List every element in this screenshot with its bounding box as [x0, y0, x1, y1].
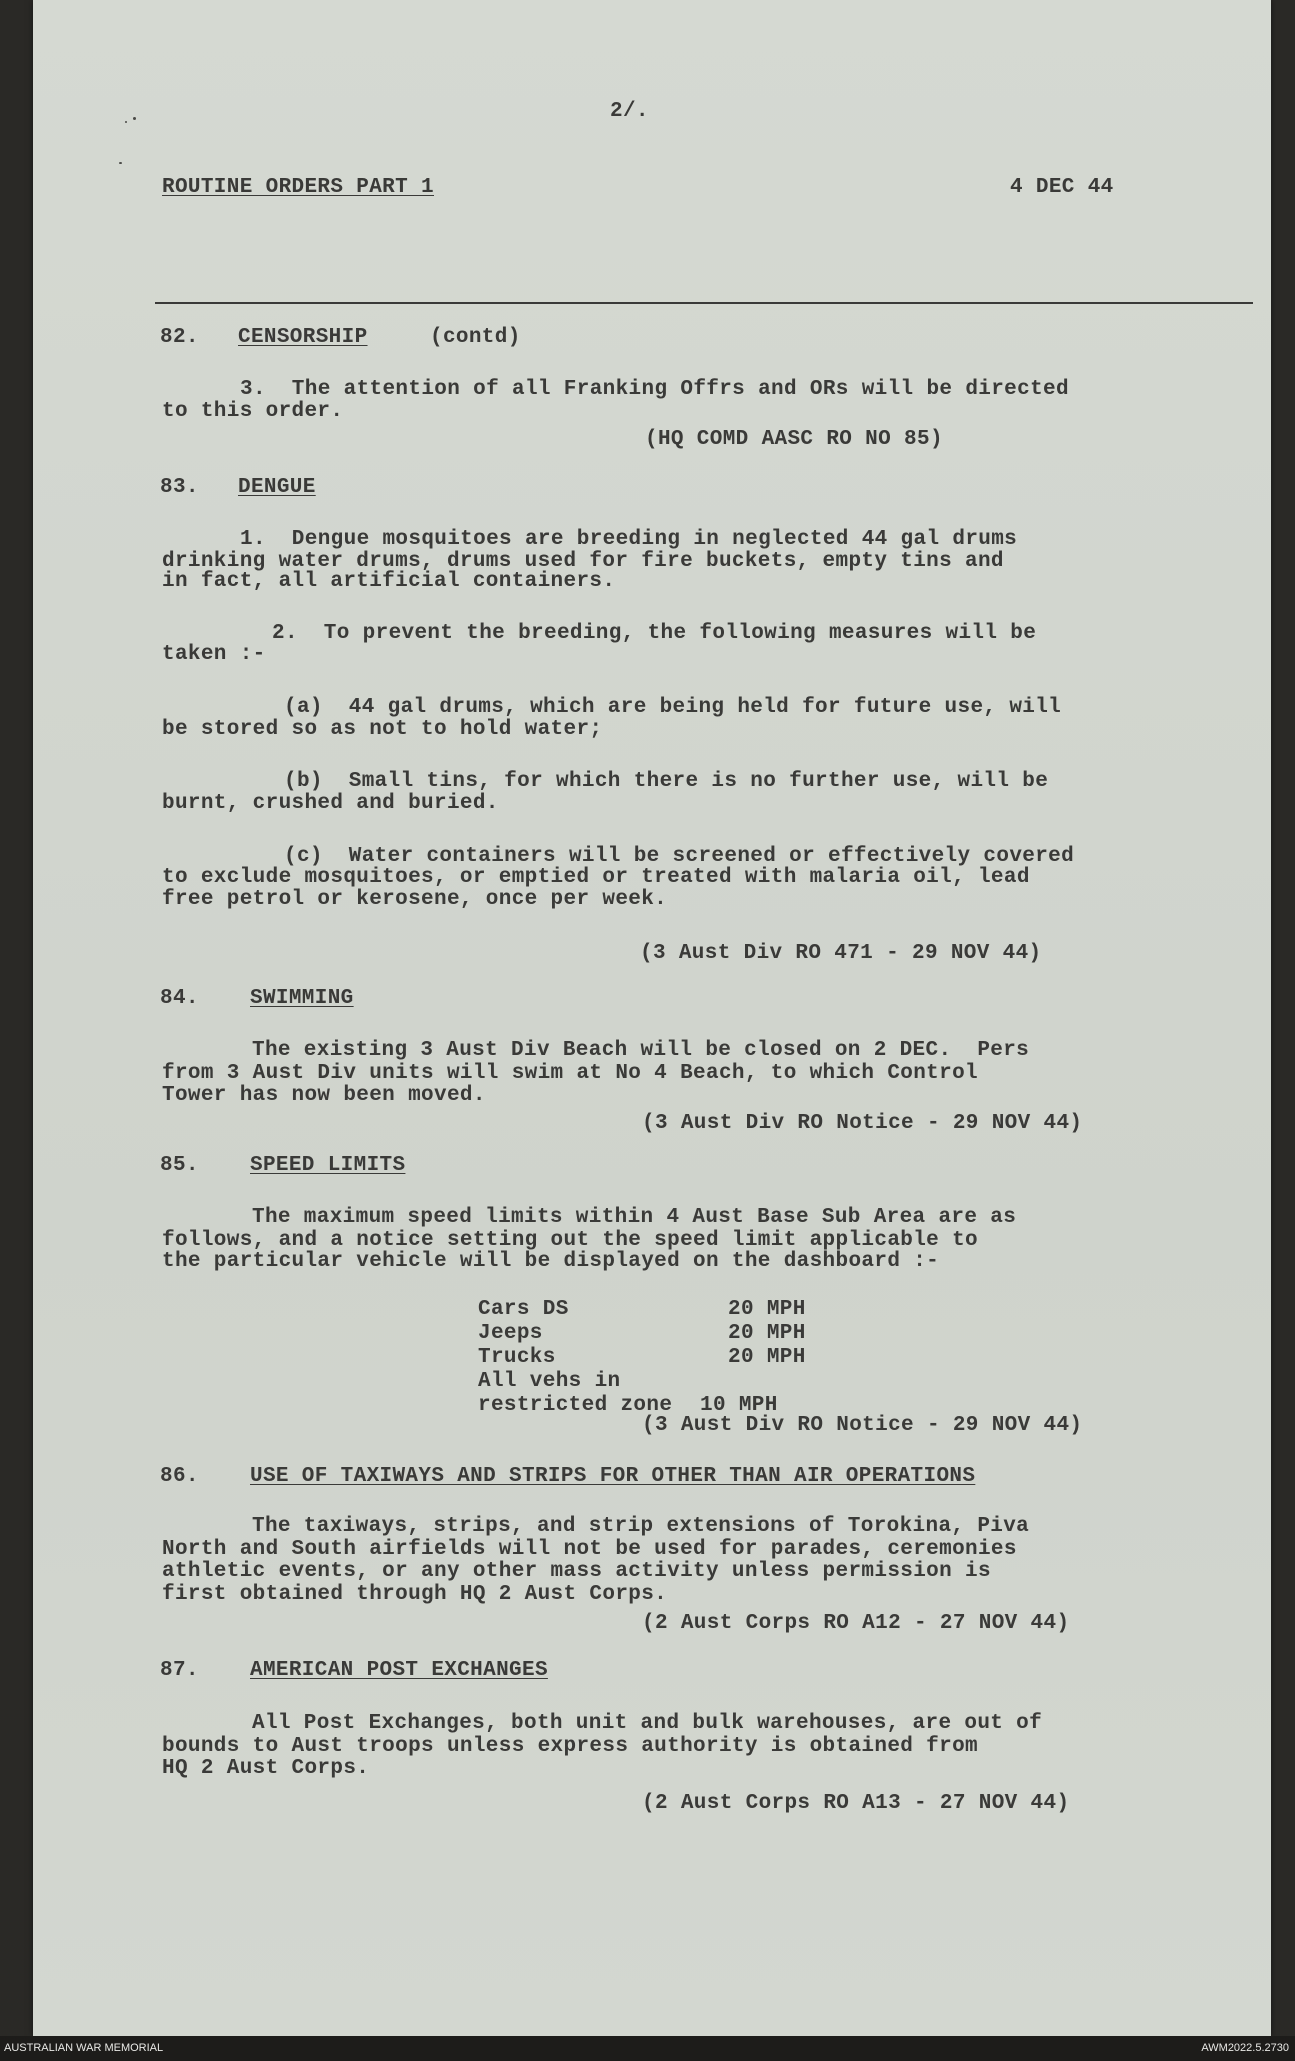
section-reference: (HQ COMD AASC RO NO 85): [645, 428, 943, 451]
section-suffix: (contd): [430, 326, 521, 349]
paragraph-line: 3. The attention of all Franking Offrs and ORs will be directed: [240, 378, 1069, 401]
section-title: AMERICAN POST EXCHANGES: [250, 1659, 548, 1682]
section-reference: (3 Aust Div RO Notice - 29 NOV 44): [642, 1414, 1083, 1437]
section-title: SPEED LIMITS: [250, 1154, 406, 1177]
section-reference: (2 Aust Corps RO A12 - 27 NOV 44): [642, 1612, 1070, 1635]
ink-speck: [119, 162, 122, 164]
paragraph-line: (a) 44 gal drums, which are being held for future use, will: [284, 696, 1062, 719]
speed-limit-vehicle: Trucks: [478, 1346, 556, 1369]
speed-limit-value: 10 MPH: [700, 1394, 778, 1417]
archive-name: AUSTRALIAN WAR MEMORIAL: [4, 2042, 164, 2054]
paragraph-line: taken :-: [162, 643, 266, 666]
paragraph-line: The taxiways, strips, and strip extensions of Torokina, Piva: [252, 1515, 1030, 1538]
speed-limit-vehicle: restricted zone: [478, 1394, 673, 1417]
speed-limit-vehicle: Cars DS: [478, 1298, 569, 1321]
ink-speck: [133, 117, 136, 120]
section-number: 84.: [160, 987, 199, 1010]
paragraph-line: in fact, all artificial containers.: [162, 570, 616, 593]
section-number: 85.: [160, 1154, 199, 1177]
speed-limit-value: 20 MPH: [728, 1346, 806, 1369]
paragraph-line: The existing 3 Aust Div Beach will be closed on 2 DEC. Pers: [252, 1039, 1030, 1062]
header-date: 4 DEC 44: [1010, 176, 1114, 199]
section-reference: (3 Aust Div RO Notice - 29 NOV 44): [642, 1112, 1083, 1135]
header-title: ROUTINE ORDERS PART 1: [162, 176, 434, 199]
archive-footer-bar: [0, 2036, 1295, 2061]
section-number: 87.: [160, 1659, 199, 1682]
paragraph-line: All Post Exchanges, both unit and bulk warehouses, are out of: [252, 1712, 1043, 1735]
paragraph-line: 1. Dengue mosquitoes are breeding in neglected 44 gal drums: [240, 528, 1018, 551]
paragraph-line: the particular vehicle will be displayed on the dashboard :-: [162, 1250, 940, 1273]
paragraph-line: bounds to Aust troops unless express authority is obtained from: [162, 1735, 978, 1758]
paragraph-line: to exclude mosquitoes, or emptied or treated with malaria oil, lead: [162, 866, 1030, 889]
section-title: CENSORSHIP: [238, 326, 368, 349]
section-number: 86.: [160, 1465, 199, 1488]
paragraph-line: free petrol or kerosene, once per week.: [162, 888, 668, 911]
section-title: SWIMMING: [250, 987, 354, 1010]
section-reference: (2 Aust Corps RO A13 - 27 NOV 44): [642, 1792, 1070, 1815]
paragraph-line: follows, and a notice setting out the speed limit applicable to: [162, 1229, 978, 1252]
speed-limit-value: 20 MPH: [728, 1322, 806, 1345]
paragraph-line: be stored so as not to hold water;: [162, 718, 603, 741]
section-title: USE OF TAXIWAYS AND STRIPS FOR OTHER THAN AIR OPERATIONS: [250, 1465, 976, 1488]
page-number: 2/.: [610, 100, 649, 123]
paragraph-line: (b) Small tins, for which there is no further use, will be: [284, 770, 1049, 793]
archive-reference: AWM2022.5.2730: [1201, 2042, 1289, 2054]
paragraph-line: athletic events, or any other mass activity unless permission is: [162, 1560, 991, 1583]
paragraph-line: from 3 Aust Div units will swim at No 4 Beach, to which Control: [162, 1062, 978, 1085]
paragraph-line: Tower has now been moved.: [162, 1084, 486, 1107]
paragraph-line: drinking water drums, drums used for fire buckets, empty tins and: [162, 550, 1004, 573]
paragraph-line: first obtained through HQ 2 Aust Corps.: [162, 1583, 668, 1606]
speed-limit-vehicle: All vehs in: [478, 1370, 621, 1393]
paragraph-line: North and South airfields will not be used for parades, ceremonies: [162, 1538, 1017, 1561]
paragraph-line: to this order.: [162, 400, 344, 423]
paragraph-line: burnt, crushed and buried.: [162, 792, 499, 815]
section-title: DENGUE: [238, 476, 316, 499]
header-rule: [155, 302, 1253, 304]
section-reference: (3 Aust Div RO 471 - 29 NOV 44): [640, 942, 1042, 965]
paragraph-line: The maximum speed limits within 4 Aust Base Sub Area are as: [252, 1206, 1017, 1229]
paragraph-line: (c) Water containers will be screened or effectively covered: [284, 845, 1075, 868]
ink-speck: [125, 121, 127, 123]
section-number: 82.: [160, 326, 199, 349]
speed-limit-value: 20 MPH: [728, 1298, 806, 1321]
speed-limit-vehicle: Jeeps: [478, 1322, 543, 1345]
paragraph-line: HQ 2 Aust Corps.: [162, 1757, 370, 1780]
section-number: 83.: [160, 476, 199, 499]
paragraph-line: 2. To prevent the breeding, the following measures will be: [272, 622, 1037, 645]
